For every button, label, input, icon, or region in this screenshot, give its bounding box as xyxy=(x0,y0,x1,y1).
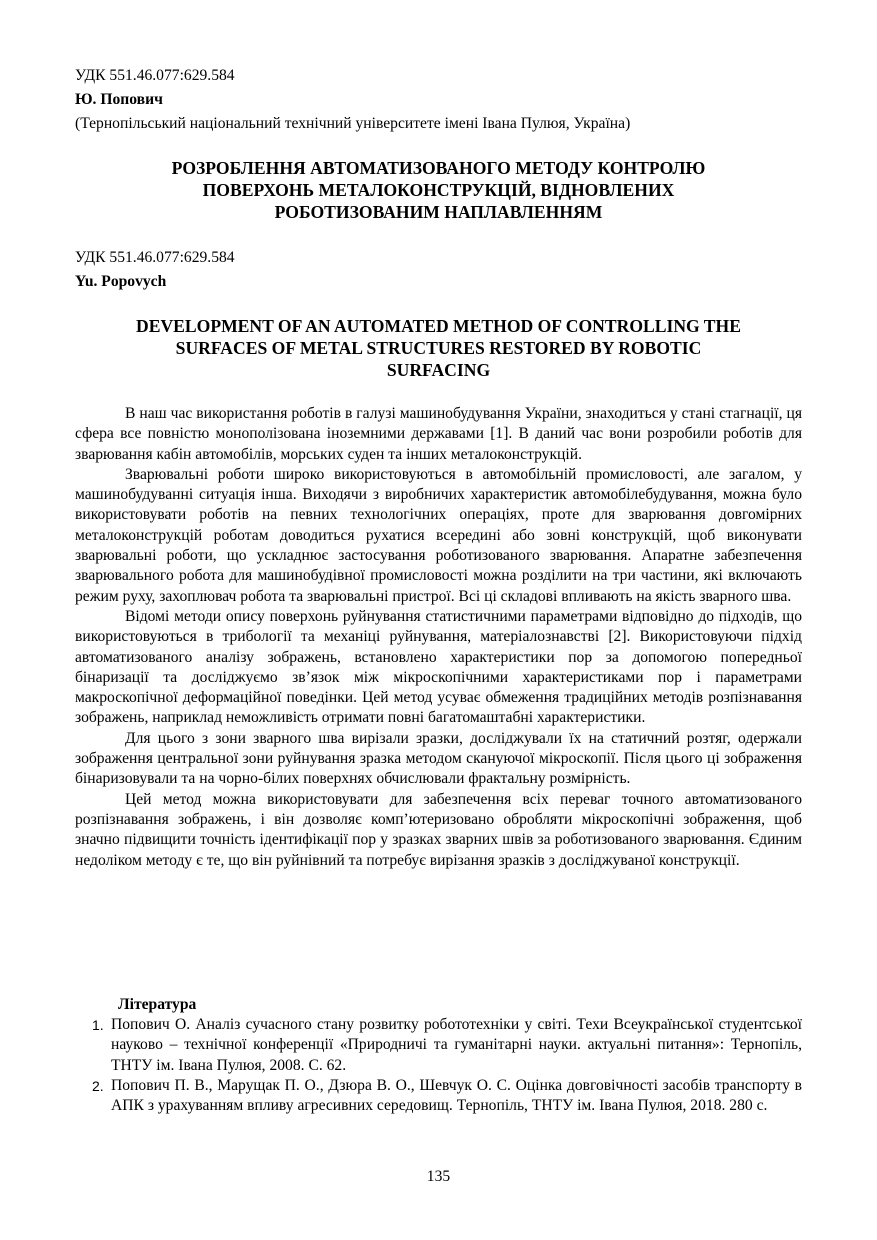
references xyxy=(75,995,802,1116)
reference-item xyxy=(75,1015,802,1076)
references-heading: Література xyxy=(118,996,197,1013)
affiliation: (Тернопільський національний технічний університете імені Івана Пулюя, Україна) xyxy=(75,115,631,132)
reference-item xyxy=(75,1076,802,1117)
body-paragraph: Цей метод можна використовувати для забезпечення всіх переваг точного автоматизованого розпізнавання зображень, і він дозволяє комп’ютеризовано обробляти мікроскопічні зображення, щоб значно підвищити точність ідентифікації пор у зразках зварних швів за роботизованого зварювання. Єдиним недоліком методу є те, що він руйнівний та потребує вирізання зразків з досліджуваної конструкції. xyxy=(75,790,802,869)
title-en xyxy=(75,315,802,381)
body-paragraph: Відомі методи опису поверхонь руйнування статистичними параметрами відповідно до підходів, що використовуються в трибології та механіці руйнування, матеріалознавстві [2]. Використовуючи підхід автоматизованого аналізу зображень, встановлено характеристики пор за допомогою попередньої бінаризації та досліджуємо зв’язок між мікроскопічними характеристиками пор і параметрами макроскопічної деформаційної поведінки. Цей метод усуває обмеження традиційних методів розпізнавання зображень, наприклад неможливість отримати повні багатомаштабні характеристики. xyxy=(75,607,802,727)
title-ua-line: ПОВЕРХОНЬ МЕТАЛОКОНСТРУКЦІЙ, ВІДНОВЛЕНИХ xyxy=(202,180,675,200)
references-list xyxy=(75,1015,802,1116)
title-en-line: SURFACES OF METAL STRUCTURES RESTORED BY ROBOTIC xyxy=(175,338,702,358)
reference-text: Попович П. В., Марущак П. О., Дзюра В. О., Шевчук О. С. Оцінка довговічності засобів транспорту в АПК з урахуванням впливу агресивних середовищ. Тернопіль, ТНТУ ім. Івана Пулюя, 2018. 280 с. xyxy=(111,1076,802,1115)
udk-en: УДК 551.46.077:629.584 xyxy=(75,249,235,266)
reference-number: 1. xyxy=(92,1017,104,1033)
body-text xyxy=(75,404,802,871)
title-ua-line: РОЗРОБЛЕННЯ АВТОМАТИЗОВАНОГО МЕТОДУ КОНТРОЛЮ xyxy=(171,158,706,178)
reference-text: Попович О. Аналіз сучасного стану розвитку робототехніки у світі. Техи Всеукраїнської студентської науково – технічної конференції «Природничі та гуманітарні науки. актуальні питання»: Тернопіль, ТНТУ ім. Івана Пулюя, 2008. С. 62. xyxy=(111,1016,802,1074)
author-en: Yu. Popovych xyxy=(75,273,167,290)
title-en-line: SURFACING xyxy=(386,360,491,380)
udk-ua: УДК 551.46.077:629.584 xyxy=(75,67,235,84)
body-paragraph: Для цього з зони зварного шва вирізали зразки, досліджували їх на статичний розтяг, одержали зображення центральної зони руйнування зразка методом скануючої мікроскопії. Після цього ці зображення бінаризовували та на чорно-білих поверхнях обчислювали фрактальну розмірність. xyxy=(75,729,802,788)
title-en-line: DEVELOPMENT OF AN AUTOMATED METHOD OF CONTROLLING THE xyxy=(136,316,741,336)
body-paragraph: Зварювальні роботи широко використовуються в автомобільній промисловості, але загалом, у машинобудуванні ситуація інша. Виходячи з виробничих характеристик автомобілебудування, можна було використовувати роботів на певних технологічних операціях, проте для зварювання довгомірних металоконструкцій роботам доводиться рухатися всередині або зовні конструкцій, щоб виконувати зварювальні роботи, що ускладнює застосування роботизованого зварювання. Апаратне забезпечення зварювального робота для машинобудівної промисловості можна розділити на три частини, які включають режим руху, захоплювач робота та зварювальні пристрої. Всі ці складові впливають на якість зварного шва. xyxy=(75,465,802,605)
author-ua: Ю. Попович xyxy=(75,91,163,108)
title-ua-line: РОБОТИЗОВАНИМ НАПЛАВЛЕННЯМ xyxy=(274,202,603,222)
body-paragraph: В наш час використання роботів в галузі машинобудування України, знаходиться у стані стагнації, ця сфера все повністю монополізована іноземними державами [1]. В даний час вони розробили роботів для зварювання кабін автомобілів, морських суден та інших металоконструкцій. xyxy=(75,405,802,463)
reference-number: 2. xyxy=(92,1077,104,1094)
title-ua xyxy=(75,157,802,223)
page-number: 135 xyxy=(426,1168,451,1185)
